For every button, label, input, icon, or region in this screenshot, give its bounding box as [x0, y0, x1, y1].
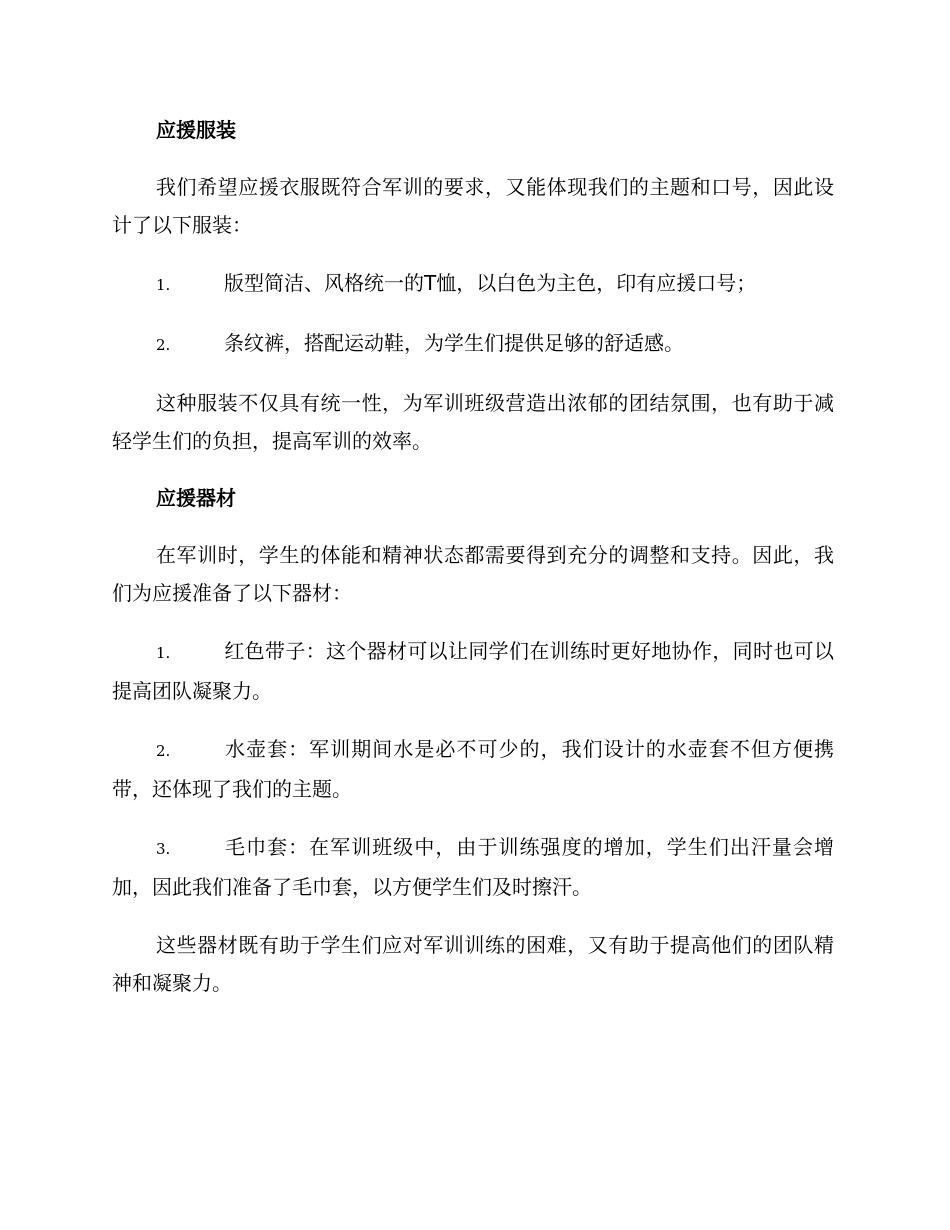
- equipment-conclusion-paragraph: 这些器材既有助于学生们应对军训训练的困难，又有助于提高他们的团队精神和凝聚力。: [112, 933, 834, 995]
- equipment-list-item: [112, 828, 834, 906]
- clothing-list-item: [112, 324, 834, 364]
- document-page: [112, 112, 834, 1022]
- list-text: 水壶套：军训期间水是必不可少的，我们设计的水壶套不但方便携带，还体现了我们的主题。: [112, 737, 834, 801]
- clothing-list-item: [112, 264, 834, 304]
- section-heading-equipment: 应援器材: [156, 486, 236, 510]
- list-text: 版型简洁、风格统一的T恤，以白色为主色，印有应援口号；: [224, 271, 757, 295]
- equipment-list-item: [112, 730, 834, 808]
- clothing-conclusion-paragraph: 这种服装不仅具有统一性，为军训班级营造出浓郁的团结氛围，也有助于减轻学生们的负担，提高军训的效率。: [112, 391, 834, 453]
- list-text: 毛巾套：在军训班级中，由于训练强度的增加，学生们出汗量会增加，因此我们准备了毛巾套，以方便学生们及时擦汗。: [112, 835, 834, 899]
- clothing-intro-paragraph: 我们希望应援衣服既符合军训的要求，又能体现我们的主题和口号，因此设计了以下服装：: [112, 175, 834, 237]
- list-number: 3.: [156, 840, 171, 858]
- list-number: 1.: [156, 276, 171, 294]
- equipment-intro-paragraph: 在军训时，学生的体能和精神状态都需要得到充分的调整和支持。因此，我们为应援准备了以下器材：: [112, 543, 834, 605]
- list-number: 2.: [156, 336, 171, 354]
- section-heading-clothing: 应援服装: [156, 118, 236, 142]
- equipment-list-item: [112, 632, 834, 710]
- list-number: 2.: [156, 742, 171, 760]
- list-text: 条纹裤，搭配运动鞋，为学生们提供足够的舒适感。: [224, 331, 684, 355]
- list-number: 1.: [156, 644, 171, 662]
- list-text: 红色带子：这个器材可以让同学们在训练时更好地协作，同时也可以提高团队凝聚力。: [112, 639, 834, 703]
